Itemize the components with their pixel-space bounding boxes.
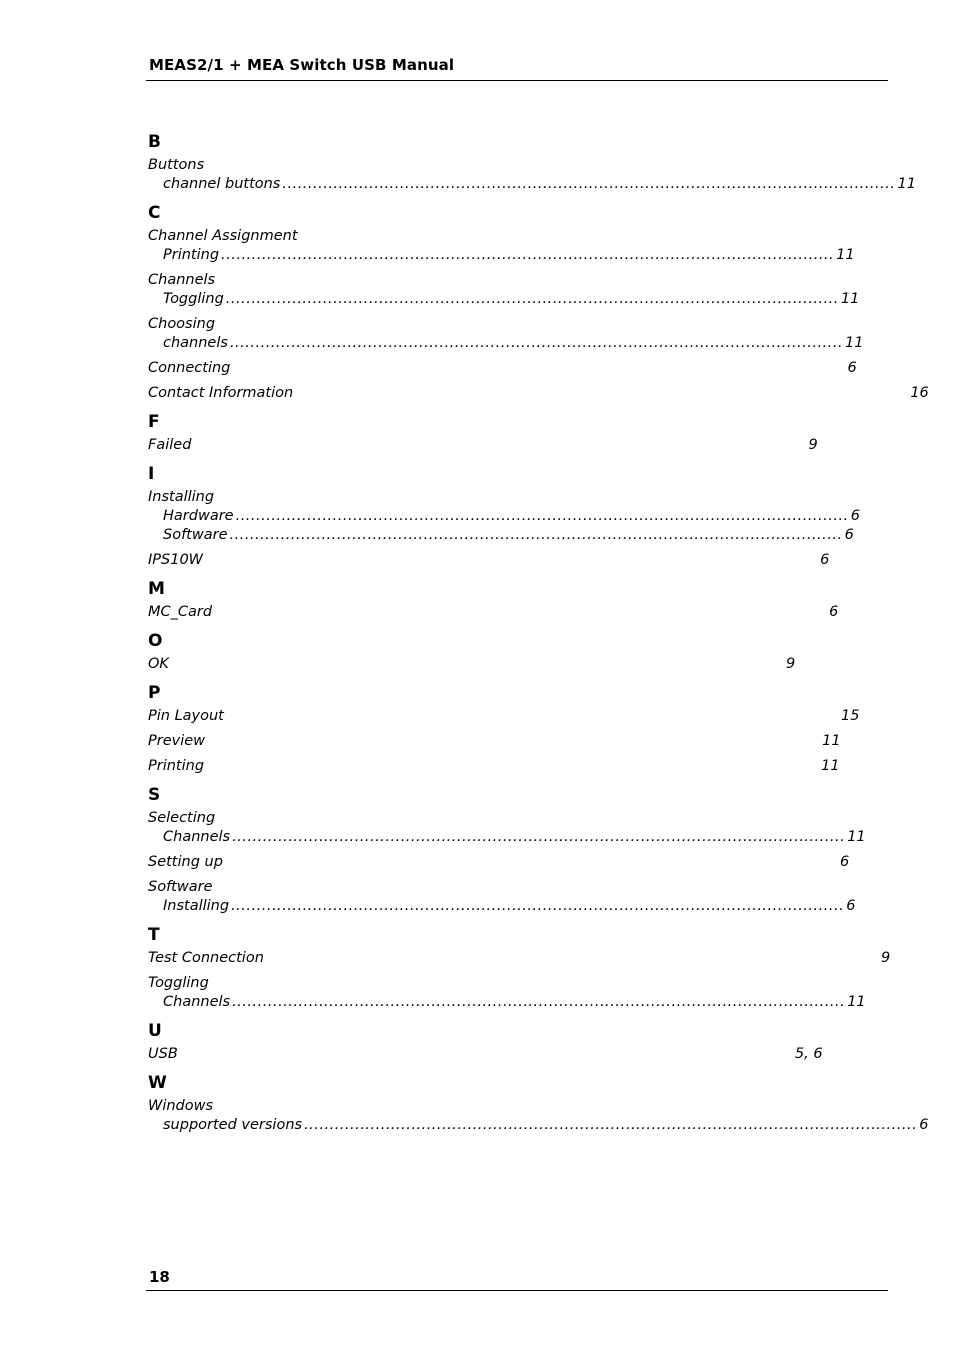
index-entry [148,878,448,897]
subentry-pages: 6 [846,898,856,914]
subentry-term: channel buttons [163,176,281,192]
index-entry [148,732,841,751]
entry-group [148,974,866,1012]
page-header [146,54,888,81]
entry-term: Connecting [148,360,231,376]
entry-group [148,949,891,968]
entry-term: Failed [148,437,192,453]
subentry-term: Installing [163,898,230,914]
index-entry [148,1045,823,1064]
subentry-pages: 11 [845,335,864,351]
dot-leader: ........................................................................................................................ [282,176,896,192]
entry-group [148,436,818,455]
index-entry [148,436,818,455]
entry-group [148,1045,823,1064]
entry-term: Selecting [148,810,216,826]
entry-group [148,1097,929,1135]
entry-pages: 6 [820,552,830,568]
dot-leader: ........................................................................................................................ [304,1117,918,1133]
section-letter: W [148,1073,167,1093]
entry-term: Contact Information [148,385,294,401]
index-subentry [148,507,860,526]
entry-term: Preview [148,733,206,749]
index-subentry [148,1116,929,1135]
entry-term: Channel Assignment [148,228,298,244]
index-entry [148,949,891,968]
entry-group [148,853,850,872]
section-letter: M [148,579,165,599]
subentry-term: Channels [163,994,231,1010]
index-section [148,922,891,1012]
index-subentry [148,897,856,916]
entry-pages: 6 [840,854,850,870]
subentry-pages: 11 [847,994,866,1010]
index-section [148,129,916,194]
dot-leader: ........................................................................................................................ [229,335,844,351]
entry-group [148,878,856,916]
dot-leader: ........................................................................................................................ [232,994,846,1010]
section-letter: I [148,464,155,484]
index-subentry [148,526,854,545]
dot-leader: ........................................................................................................................ [221,247,835,263]
entry-group [148,359,857,378]
index-section [148,782,866,916]
index-section [148,461,860,570]
dot-leader: ........................................................................................................................ [231,898,845,914]
entry-group [148,315,864,353]
entry-pages: 16 [910,385,929,401]
index-entry [148,809,448,828]
entry-term: Channels [148,272,216,288]
entry-group [148,603,839,622]
subentry-term: channels [163,335,228,351]
index-entry [148,655,796,674]
index-entry [148,707,860,726]
entry-term: OK [148,656,169,672]
entry-term: Buttons [148,157,205,173]
subentry-pages: 11 [897,176,916,192]
subentry-pages: 11 [840,291,860,307]
index-section [148,680,860,776]
index-entry [148,359,857,378]
subentry-term: Hardware [163,508,234,524]
entry-pages: 5, 6 [794,1046,823,1062]
index-section [148,576,839,622]
section-letter: O [148,631,163,651]
entry-pages: 6 [847,360,857,376]
subentry-term: Toggling [163,291,224,307]
entry-group [148,655,796,674]
subentry-pages: 11 [836,247,855,263]
entry-pages: 9 [808,437,818,453]
entry-pages: 11 [822,733,841,749]
entry-pages: 6 [829,604,839,620]
subentry-term: Software [163,527,228,543]
entry-group [148,271,860,309]
index-section [148,200,929,403]
entry-group [148,707,860,726]
index-section [148,1070,929,1135]
entry-group [148,732,841,751]
index-subentry [148,290,860,309]
index-entry [148,603,839,622]
section-letter: B [148,132,161,152]
entry-term: USB [148,1046,178,1062]
subentry-pages: 6 [919,1117,929,1133]
subentry-term: Channels [163,829,231,845]
entry-term: Toggling [148,975,209,991]
index-subentry [148,175,916,194]
dot-leader: ........................................................................................................................ [232,829,846,845]
section-letter: C [148,203,161,223]
page-footer [146,1264,888,1291]
entry-pages: 9 [881,950,891,966]
index-entry [148,156,448,175]
index-entry [148,974,448,993]
entry-group [148,757,840,776]
entry-group [148,227,855,265]
page-number: 18 [149,1268,170,1286]
entry-term: Installing [148,489,215,505]
index-entry [148,1097,448,1116]
entry-group [148,551,830,570]
entry-term: MC_Card [148,604,213,620]
index-entry [148,227,448,246]
dot-leader: ........................................................................................................................ [225,291,839,307]
subentry-term: supported versions [163,1117,303,1133]
index-body [148,126,929,1141]
section-letter: S [148,785,161,805]
section-letter: F [148,412,160,432]
index-section [148,628,796,674]
index-entry [148,384,929,403]
section-letter: U [148,1021,162,1041]
index-entry [148,757,840,776]
index-entry [148,488,448,507]
entry-group [148,384,929,403]
index-section [148,409,818,455]
index-subentry [148,828,866,847]
index-entry [148,271,448,290]
entry-pages: 15 [840,708,860,724]
entry-term: Windows [148,1098,214,1114]
index-section [148,1018,823,1064]
entry-pages: 11 [821,758,840,774]
index-entry [148,853,850,872]
entry-term: Test Connection [148,950,264,966]
subentry-pages: 11 [847,829,866,845]
subentry-term: Printing [163,247,220,263]
index-subentry [148,246,855,265]
entry-term: Pin Layout [148,708,224,724]
index-entry [148,315,448,334]
entry-term: IPS10W [148,552,204,568]
index-entry [148,551,830,570]
entry-group [148,809,866,847]
manual-title: MEAS2/1 + MEA Switch USB Manual [149,56,455,74]
subentry-pages: 6 [844,527,854,543]
dot-leader: ........................................................................................................................ [235,508,849,524]
subentry-pages: 6 [850,508,860,524]
entry-term: Printing [148,758,205,774]
index-subentry [148,993,866,1012]
dot-leader: ........................................................................................................................ [229,527,843,543]
index-subentry [148,334,864,353]
section-letter: P [148,683,161,703]
entry-pages: 9 [786,656,796,672]
entry-group [148,156,916,194]
entry-group [148,488,860,545]
entry-term: Setting up [148,854,223,870]
entry-term: Software [148,879,213,895]
section-letter: T [148,925,160,945]
entry-term: Choosing [148,316,216,332]
